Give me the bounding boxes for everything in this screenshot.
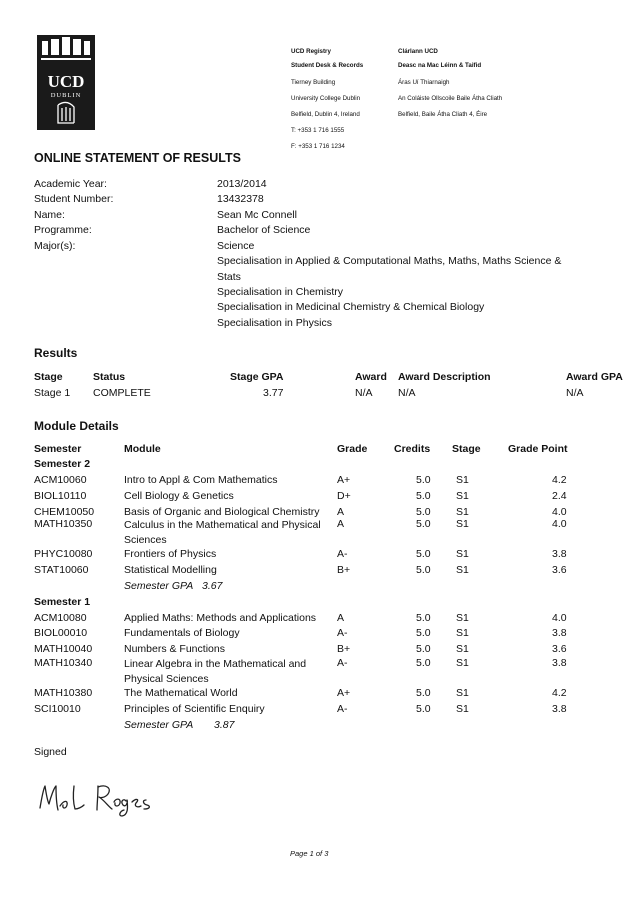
module-stage: S1 [456,564,469,576]
results-award-gpa: N/A [566,387,584,399]
header-right-subtitle: Deasc na Mac Léinn & Taifid [398,62,482,69]
module-grade-point: 3.8 [552,703,567,715]
module-name: Statistical Modelling [124,564,217,576]
semester-gpa-label: Semester GPA [124,580,194,592]
module-credits: 5.0 [416,474,431,486]
module-grade: A [337,612,345,624]
modules-header-grade-point: Grade Point [508,443,568,455]
header-left-subtitle: Student Desk & Records [291,62,364,69]
module-stage: S1 [456,474,469,486]
module-grade: A- [337,703,348,715]
header-right-line: Belfield, Baile Átha Cliath 4, Éire [398,111,488,118]
programme-label: Programme: [34,224,92,236]
module-code: ACM10080 [34,612,87,624]
module-name: Basis of Organic and Biological Chemistry [124,506,320,518]
header-fax: F: +353 1 716 1234 [291,143,345,150]
module-code: PHYC10080 [34,548,93,560]
module-grade-point: 4.0 [552,518,567,530]
module-grade: A- [337,548,348,560]
module-grade: D+ [337,490,351,502]
module-stage: S1 [456,548,469,560]
module-stage: S1 [456,703,469,715]
module-code: BIOL00010 [34,627,88,639]
module-grade: A+ [337,474,351,486]
major-item: Science [217,240,255,252]
programme-value: Bachelor of Science [217,224,311,236]
semester-2-label: Semester 2 [34,458,91,470]
signed-label: Signed [34,746,67,758]
results-header-award-gpa: Award GPA [566,371,623,383]
module-grade: B+ [337,643,351,655]
module-credits: 5.0 [416,506,431,518]
results-header-award: Award [355,371,387,383]
module-grade-point: 3.6 [552,643,567,655]
header-right-title: Clárlann UCD [398,48,438,55]
module-code: MATH10040 [34,643,93,655]
header-phone: T: +353 1 716 1555 [291,127,345,134]
module-grade: A+ [337,687,351,699]
module-grade-point: 4.2 [552,474,567,486]
modules-header-grade: Grade [337,443,368,455]
module-credits: 5.0 [416,627,431,639]
module-credits: 5.0 [416,518,431,530]
module-credits: 5.0 [416,687,431,699]
module-name: Linear Algebra in the Mathematical and Physical Sciences [124,658,307,685]
module-name: Applied Maths: Methods and Applications [124,612,317,624]
module-name: Calculus in the Mathematical and Physical Sciences [124,519,321,546]
module-grade-point: 3.8 [552,657,567,669]
results-header-award-description: Award Description [398,371,491,383]
modules-header-module: Module [124,443,161,455]
module-grade-point: 4.2 [552,687,567,699]
name-value: Sean Mc Connell [217,209,297,221]
semester-1-gpa: 3.87 [214,719,235,731]
header-right-line: An Coláiste Ollscoile Baile Átha Cliath [398,95,503,102]
module-code: STAT10060 [34,564,89,576]
module-stage: S1 [456,612,469,624]
module-stage: S1 [456,490,469,502]
academic-year-value: 2013/2014 [217,178,267,190]
module-name: Numbers & Functions [124,643,225,655]
module-grade-point: 3.8 [552,548,567,560]
module-grade-point: 2.4 [552,490,567,502]
semester-1-label: Semester 1 [34,596,91,608]
results-header-stage: Stage [34,371,63,383]
module-name: The Mathematical World [124,687,238,699]
signature [36,778,166,818]
results-stage-gpa: 3.77 [263,387,284,399]
module-grade-point: 3.8 [552,627,567,639]
logo-text: UCD [47,72,85,91]
results-header-stage-gpa: Stage GPA [230,371,284,383]
document-title: ONLINE STATEMENT OF RESULTS [34,151,241,165]
module-stage: S1 [456,518,469,530]
module-grade-point: 4.0 [552,506,567,518]
major-item: Specialisation in Medicinal Chemistry & Chemical Biology [217,301,485,313]
results-title: Results [34,346,78,360]
module-credits: 5.0 [416,548,431,560]
module-code: MATH10340 [34,657,93,669]
student-number-label: Student Number: [34,193,114,205]
module-name: Intro to Appl & Com Mathematics [124,474,278,486]
module-name: Principles of Scientific Enquiry [124,703,265,715]
semester-gpa-label: Semester GPA [124,719,194,731]
module-code: MATH10380 [34,687,93,699]
module-code: CHEM10050 [34,506,95,518]
module-details-title: Module Details [34,419,119,433]
module-credits: 5.0 [416,703,431,715]
logo-subtext: DUBLIN [50,92,82,99]
module-grade: B+ [337,564,351,576]
modules-header-semester: Semester [34,443,82,455]
module-stage: S1 [456,657,469,669]
module-stage: S1 [456,643,469,655]
module-stage: S1 [456,627,469,639]
module-name: Cell Biology & Genetics [124,490,234,502]
semester-2-gpa: 3.67 [202,580,223,592]
academic-year-label: Academic Year: [34,178,107,190]
student-number-value: 13432378 [217,193,264,205]
module-code: ACM10060 [34,474,87,486]
module-grade-point: 4.0 [552,612,567,624]
module-credits: 5.0 [416,612,431,624]
module-grade-point: 3.6 [552,564,567,576]
major-item: Specialisation in Physics [217,317,332,329]
module-credits: 5.0 [416,657,431,669]
header-left-line: Belfield, Dublin 4, Ireland [291,111,360,118]
header-left-line: Tierney Building [291,79,336,86]
results-header-status: Status [93,371,126,383]
modules-header-stage: Stage [452,443,481,455]
major-item: Specialisation in Chemistry [217,286,344,298]
results-status: COMPLETE [93,387,151,399]
module-code: MATH10350 [34,518,93,530]
module-credits: 5.0 [416,564,431,576]
module-grade: A [337,506,345,518]
page-number: Page 1 of 3 [290,849,329,858]
results-stage: Stage 1 [34,387,71,399]
ucd-logo [37,35,95,130]
major-item: Specialisation in Applied & Computational Maths, Maths, Maths Science & Stats [217,255,562,283]
module-credits: 5.0 [416,490,431,502]
header-left-title: UCD Registry [291,48,331,55]
module-code: SCI10010 [34,703,81,715]
header-right-line: Áras Uí Thiarnaigh [398,79,450,86]
module-name: Frontiers of Physics [124,548,217,560]
module-stage: S1 [456,506,469,518]
header-left-line: University College Dublin [291,95,361,102]
module-grade: A [337,518,345,530]
module-code: BIOL10110 [34,490,87,502]
results-award-description: N/A [398,387,416,399]
module-credits: 5.0 [416,643,431,655]
module-grade: A- [337,657,348,669]
module-name: Fundamentals of Biology [124,627,240,639]
modules-header-credits: Credits [394,443,431,455]
module-grade: A- [337,627,348,639]
majors-label: Major(s): [34,240,76,252]
name-label: Name: [34,209,65,221]
results-award: N/A [355,387,373,399]
module-stage: S1 [456,687,469,699]
